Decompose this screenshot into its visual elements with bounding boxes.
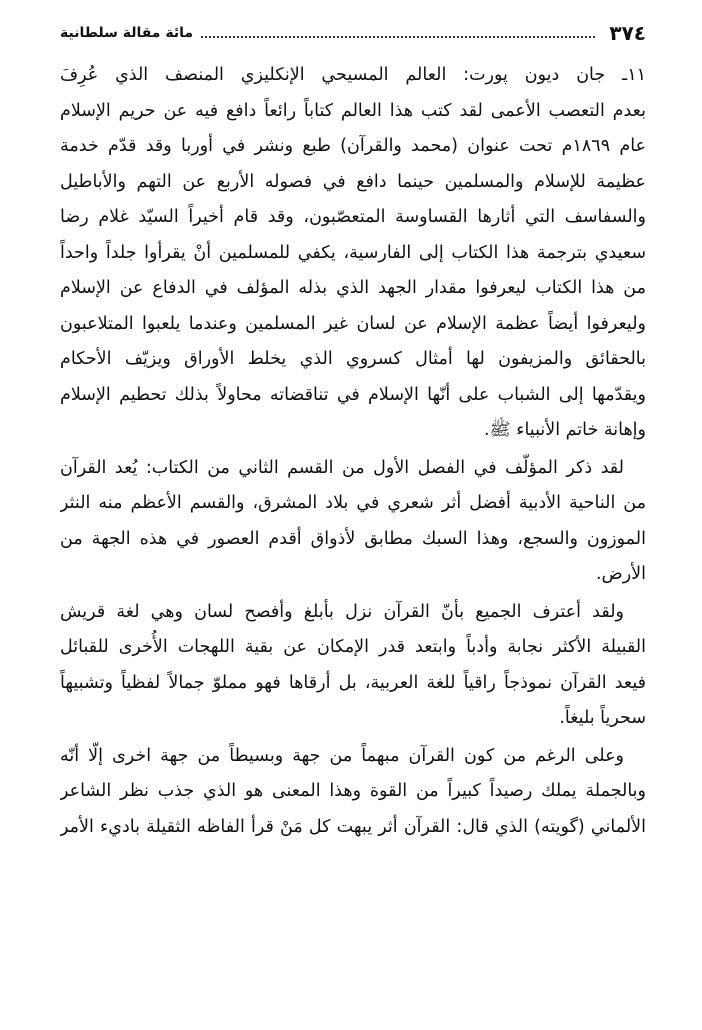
text-line: وبالجملة يملك رصيداً كبيراً من القوة وهذا المعنى هو الذي جذب نظر الشاعر bbox=[60, 781, 646, 801]
page-body bbox=[60, 58, 646, 845]
text-line: من الناحية الأدبية أفضل أثر شعري في بلاد المشرق، والقسم الأعظم منه النثر bbox=[60, 493, 646, 513]
text-line: الأرض. bbox=[595, 564, 646, 584]
book-page bbox=[60, 18, 646, 1008]
page-number: ٣٧٤ bbox=[609, 21, 646, 45]
paragraph bbox=[60, 595, 646, 737]
text-line: عام ١٨٦٩م تحت عنوان (محمد والقرآن) طبع ونشر في أوربا وقد قدّم خدمة bbox=[60, 136, 646, 156]
text-line: سعيدي بترجمة هذا الكتاب إلى الفارسية، يكفي للمسلمين أنْ يقرأوا جلداً واحداً bbox=[60, 242, 646, 263]
text-line: وإهانة خاتم الأنبياء ﷺ. bbox=[483, 420, 646, 440]
page-header bbox=[60, 18, 646, 48]
text-line: سحرياً بليغاً. bbox=[559, 708, 646, 728]
text-line: وعلى الرغم من كون القرآن مبهماً من جهة وبسيطاً من جهة اخرى إلّا أنّه bbox=[60, 745, 624, 766]
text-line: بعدم التعصب الأعمى لقد كتب هذا العالم كتاباً رائعاً دافع فيه عن حريم الإسلام bbox=[60, 100, 646, 121]
paragraph bbox=[60, 58, 646, 449]
text-line: فيعد القرآن نموذجاً راقياً للغة العربية، بل أرقاها فهو مملوّ جمالاً لفظياً وتشبيهاً bbox=[60, 672, 646, 693]
text-line: من هذا الكتاب ليعرفوا مقدار الجهد الذي بذله المؤلف في الدفاع عن الإسلام bbox=[60, 278, 646, 298]
header-dotted-leader bbox=[201, 36, 595, 38]
text-line: ولقد أعترف الجميع بأنّ القرآن نزل بأبلغ وأفصح لسان وهي لغة قريش bbox=[60, 601, 624, 622]
text-line: بالحقائق والمزيفون لها أمثال كسروي الذي يخلط الأوراق ويزيّف الأحكام bbox=[60, 349, 646, 369]
text-line: عظيمة للإسلام والمسلمين حينما دافع في فصوله الأربع عن التهم والأباطيل bbox=[60, 171, 646, 192]
text-line: الموزون والسجع، وهذا السبك مطابق لأذواق أقدم العصور في هذه الجهة من bbox=[60, 528, 646, 549]
text-line: ١١ـ جان ديون پورت: العالم المسيحي الإنكليزي المنصف الذي عُرِفَ bbox=[60, 65, 646, 85]
text-line: والسفاسف التي أثارها القساوسة المتعصّبون، وقد قام أخيراً السيّد غلام رضا bbox=[60, 207, 646, 227]
paragraph bbox=[60, 739, 646, 846]
text-line: ويقدّمها إلى الشباب على أنّها الإسلام في تناقضاته محاولاً بذلك تحطيم الإسلام bbox=[60, 384, 646, 405]
running-title: مائة مقالة سلطانية bbox=[60, 25, 194, 41]
text-line: القبيلة الأكثر نجابة وأدباً وابتعد قدر الإمكان عن بقية اللهجات الأُخرى للقبائل bbox=[60, 637, 646, 657]
text-line: وليعرفوا أيضاً عظمة الإسلام عن لسان غير المسلمين وعندما يلعبوا المتلاعبون bbox=[60, 313, 646, 334]
text-line: لقد ذكر المؤلّف في الفصل الأول من القسم الثاني من الكتاب: يُعد القرآن bbox=[60, 457, 624, 478]
paragraph bbox=[60, 451, 646, 593]
text-line: الألماني (گويته) الذي قال: القرآن أثر يبهت كل مَنْ قرأ الفاظه الثقيلة باديء الأمر bbox=[60, 816, 646, 837]
